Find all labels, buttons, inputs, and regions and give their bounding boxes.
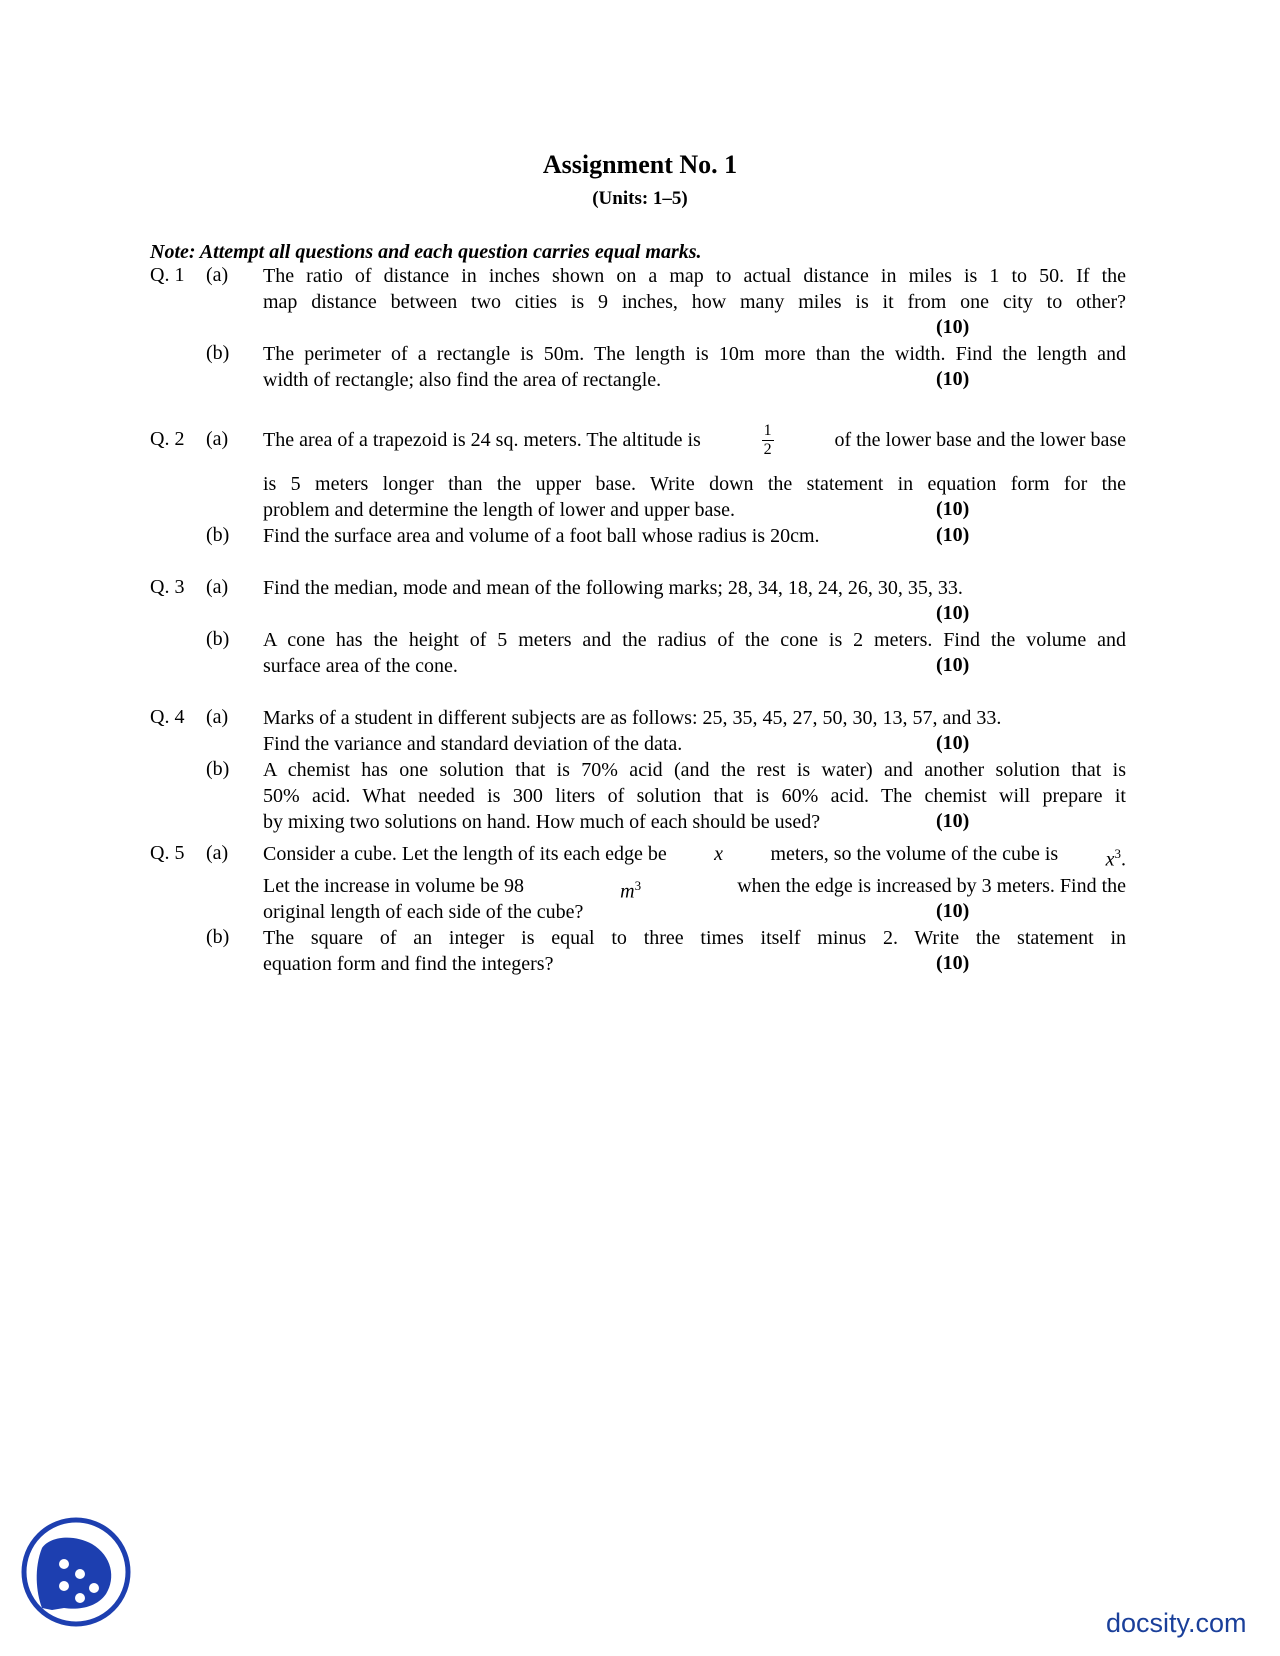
question-3b-line: A cone has the height of 5 meters and the radius of the cone is 2 meters. Find the volume and [263, 629, 1126, 651]
question-2a-text-after: of the lower base and the lower base [834, 429, 1126, 451]
question-1a-line: The ratio of distance in inches shown on a map to actual distance in miles is 1 to 50. If the [263, 265, 1126, 287]
question-2b-label: (b) [206, 524, 230, 546]
question-3a-line: Find the median, mode and mean of the following marks; 28, 34, 18, 24, 26, 30, 35, 33. [263, 577, 963, 599]
question-5b-line: equation form and find the integers? [263, 953, 554, 975]
question-5b-marks: (10) [936, 952, 970, 974]
question-5b-line: The square of an integer is equal to three times itself minus 2. Write the statement in [263, 927, 1126, 949]
question-1b-line: The perimeter of a rectangle is 50m. The length is 10m more than the width. Find the length and [263, 343, 1126, 365]
question-5a-text-before: Consider a cube. Let the length of its each edge be [263, 843, 667, 865]
question-3a-marks: (10) [936, 602, 970, 624]
page-title: Assignment No. 1 [542, 150, 738, 179]
question-5a-marks: (10) [936, 900, 970, 922]
question-5a-label: (a) [206, 842, 229, 864]
question-2a-line: is 5 meters longer than the upper base. Write down the statement in equation form for the [263, 473, 1126, 495]
instructions-note: Note: Attempt all questions and each question carries equal marks. [150, 241, 702, 263]
question-4b-line: by mixing two solutions on hand. How much of each should be used? [263, 811, 821, 833]
question-3a-label: (a) [206, 576, 229, 598]
question-4b-label: (b) [206, 758, 230, 780]
question-3b-line: surface area of the cone. [263, 655, 458, 677]
question-2b-marks: (10) [936, 524, 970, 546]
question-2a-line: problem and determine the length of lower and upper base. [263, 499, 736, 521]
question-4b-line: A chemist has one solution that is 70% acid (and the rest is water) and another solution that is [263, 759, 1126, 781]
exponent: 3 [1114, 846, 1121, 861]
fraction-denominator: 2 [763, 441, 772, 458]
question-1b-marks: (10) [936, 368, 970, 390]
question-2b-line: Find the surface area and volume of a foot ball whose radius is 20cm. [263, 525, 820, 547]
math-expression-x-cubed [1106, 842, 1126, 872]
question-5a-line: original length of each side of the cube? [263, 901, 584, 923]
fraction-numerator: 1 [763, 422, 772, 439]
question-1-label: Q. 1 [150, 264, 185, 286]
question-5a-text-mid: meters, so the volume of the cube is [770, 843, 1059, 865]
question-4a-line: Marks of a student in different subjects are as follows: 25, 35, 45, 27, 50, 30, 13, 57, and 33. [263, 707, 1002, 729]
question-2a-marks: (10) [936, 498, 970, 520]
question-2a-line [263, 422, 1126, 465]
question-5-label: Q. 5 [150, 842, 185, 864]
question-5a-line [263, 842, 1126, 872]
question-2a-label: (a) [206, 428, 229, 450]
question-1a-marks: (10) [936, 316, 970, 338]
question-4a-line: Find the variance and standard deviation of the data. [263, 733, 683, 755]
docsity-logo-icon[interactable] [20, 1516, 132, 1628]
question-4b-marks: (10) [936, 810, 970, 832]
math-variable-x: x [1105, 848, 1115, 871]
question-3-label: Q. 3 [150, 576, 185, 598]
question-5b-label: (b) [206, 926, 230, 948]
question-1b-label: (b) [206, 342, 230, 364]
question-3b-marks: (10) [936, 654, 970, 676]
question-5a-text-after: when the edge is increased by 3 meters. Find the [737, 875, 1126, 897]
question-1b-line: width of rectangle; also find the area of rectangle. [263, 369, 662, 391]
question-4a-marks: (10) [936, 732, 970, 754]
question-4-label: Q. 4 [150, 706, 185, 728]
page-subtitle: (Units: 1–5) [592, 188, 688, 209]
fraction-one-half [762, 422, 774, 459]
question-4a-label: (a) [206, 706, 229, 728]
period: . [1120, 848, 1126, 871]
question-5a-text-before: Let the increase in volume be 98 [263, 875, 525, 897]
question-1a-line: map distance between two cities is 9 inches, how many miles is it from one city to other? [263, 291, 1126, 313]
question-4b-line: 50% acid. What needed is 300 liters of solution that is 60% acid. The chemist will prepare it [263, 785, 1126, 807]
math-variable-m: m [620, 880, 635, 903]
question-2-label: Q. 2 [150, 428, 185, 450]
question-1a-label: (a) [206, 264, 229, 286]
question-2a-text-before: The area of a trapezoid is 24 sq. meters. The altitude is [263, 429, 701, 451]
math-variable-x: x [714, 843, 724, 865]
exponent: 3 [634, 878, 642, 893]
question-3b-label: (b) [206, 628, 230, 650]
brand-link[interactable]: docsity.com [1106, 1608, 1247, 1638]
